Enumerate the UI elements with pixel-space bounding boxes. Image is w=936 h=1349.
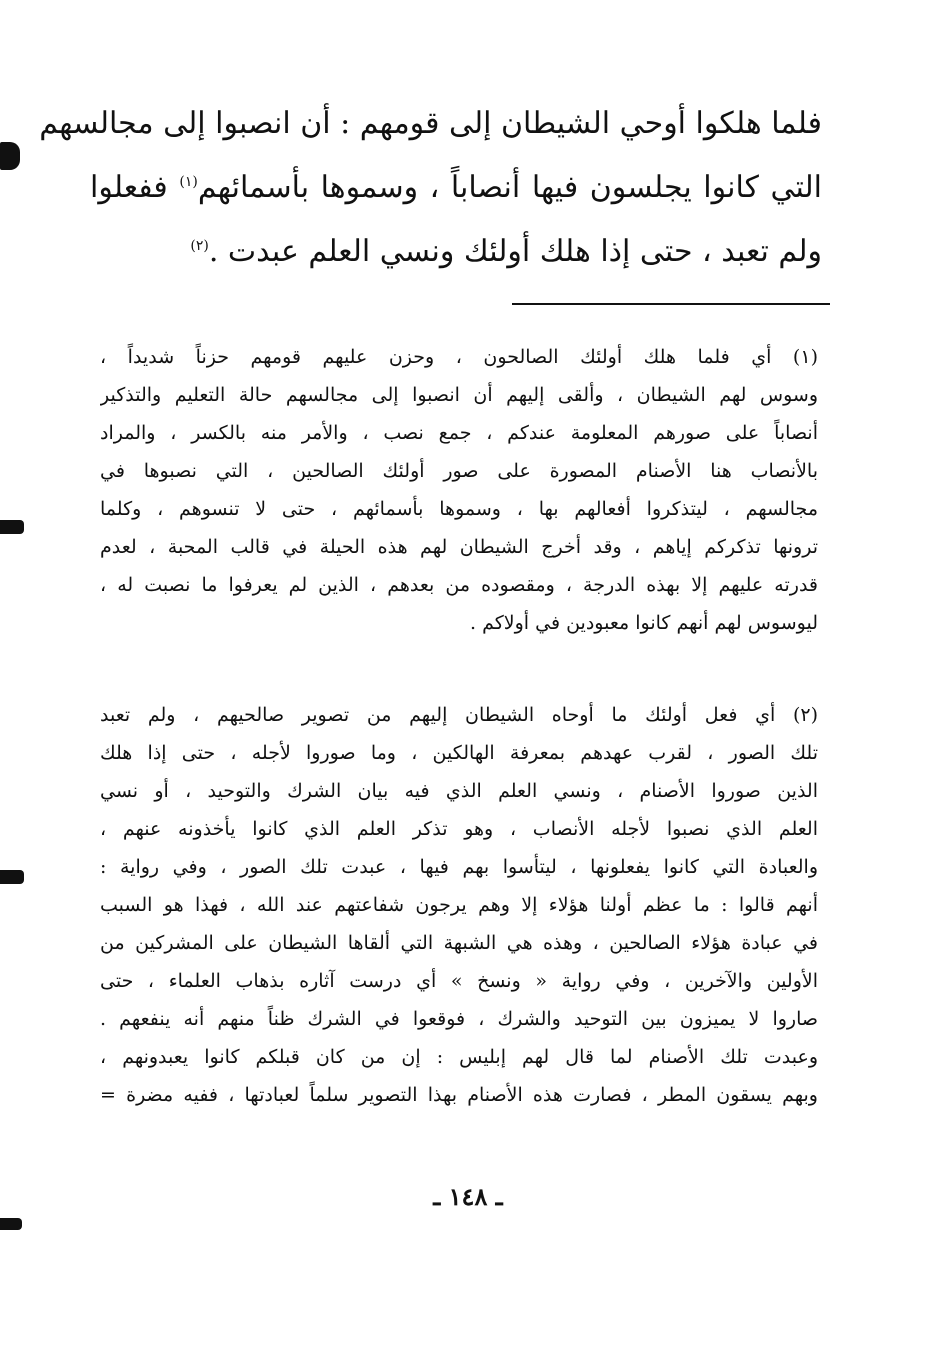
footnote-2: [100, 696, 818, 1114]
footnote-1: [100, 338, 818, 642]
main-text-content: فلما هلكوا أوحي الشيطان إلى قومهم : أن انصبوا إلى مجالسهم: [39, 106, 822, 141]
footnote-line: (١) أي فلما هلك أولئك الصالحون ، وحزن عليهم قومهم حزناً شديداً ،: [100, 346, 818, 368]
footnote-line: ترونها تذكركم إياهم ، وقد أخرج الشيطان لهم هذه الحيلة في قالب المحبة ، لعدم: [100, 536, 818, 558]
footnote-line: بالأنصاب هنا الأصنام المصورة على صور أولئك الصالحين ، التي نصبوها في: [100, 460, 818, 482]
footnote-line: وسوس لهم الشيطان ، وألقى إليهم أن انصبوا إلى مجالسهم حالة التعليم والتذكير: [100, 384, 818, 406]
footnote-line: صاروا لا يميزون بين التوحيد والشرك ، فوقعوا في الشرك ظناً منهم أنه ينفعهم .: [100, 1008, 818, 1030]
footnote-line: في عبادة هؤلاء الصالحين ، وهذه هي الشبهة التي ألقاها الشيطان على المشركين من: [100, 932, 818, 954]
scan-edge-mark: [0, 520, 24, 534]
footnote-line: مجالسهم ، ليتذكروا أفعالهم بها ، وسموها بأسمائهم ، حتى لا تنسوهم ، وكلما: [100, 498, 818, 520]
footnote-line: وبهم يسقون المطر ، فصارت هذه الأصنام بهذا التصوير سلماً لعبادتها ، ففيه مضرة =: [100, 1084, 818, 1106]
main-text-content: التي كانوا يجلسون فيها أنصاباً ، وسموها بأسمائهم: [197, 170, 823, 205]
main-text-line: [90, 220, 822, 284]
footnote-line: وعبدت تلك الأصنام لما قال لهم إبليس : إن من كان قبلكم كانوا يعبدونهم ،: [100, 1046, 818, 1068]
main-text-content: ففعلوا: [90, 170, 180, 205]
scan-edge-mark: [0, 142, 20, 170]
footnote-line: أنصاباً على صورهم المعلومة عندكم ، جمع نصب ، والأمر منه بالكسر ، والمراد: [100, 422, 818, 444]
footnote-line: الذين صوروا الأصنام ، ونسي العلم الذي فيه بيان الشرك والتوحيد ، أو نسي: [100, 780, 818, 802]
footnote-line: أنهم قالوا : ما عظم أولنا هؤلاء إلا وهم يرجون شفاعتهم عند الله ، فهذا هو السبب: [100, 894, 818, 916]
footnote-marker: (١): [179, 174, 198, 190]
scan-edge-mark: [0, 870, 24, 884]
footnote-line: والعبادة التي كانوا يفعلونها ، ليتأسوا بهم فيها ، عبدت تلك الصور ، وفي رواية :: [100, 856, 818, 878]
footnote-line: تلك الصور ، لقرب عهدهم بمعرفة الهالكين ، وما صوروا لأجله ، حتى إذا هلك: [100, 742, 818, 764]
footnote-line: قدرته عليهم إلا بهذه الدرجة ، ومقصوده من بعدهم ، الذين لم يعرفوا ما نصبت له ،: [100, 574, 818, 596]
scan-edge-mark: [0, 1218, 22, 1230]
main-text-content: ولم تعبد ، حتى إذا هلك أولئك ونسي العلم عبدت .: [208, 234, 822, 269]
footnote-line: (٢) أي فعل أولئك ما أوحاه الشيطان إليهم من تصوير صالحيهم ، ولم تعبد: [100, 704, 818, 726]
footnote-marker: (٢): [190, 238, 209, 254]
footnote-line: ليوسوس لهم أنهم كانوا معبودين في أولاكم .: [470, 612, 818, 634]
footnote-line: الأولين والآخرين ، وفي رواية « ونسخ » أي درست آثاره بذهاب العلماء ، حتى: [100, 970, 818, 992]
footnote-line: العلم الذي نصبوا لأجله الأنصاب ، وهو تذكر العلم الذي كانوا يأخذونه عنهم ،: [100, 818, 818, 840]
main-text-line: [39, 92, 822, 156]
page-number: ـ ١٤٨ ـ: [433, 1182, 503, 1211]
main-text: [39, 92, 823, 284]
footnote-separator: [512, 303, 830, 305]
main-text-line: [90, 156, 822, 220]
